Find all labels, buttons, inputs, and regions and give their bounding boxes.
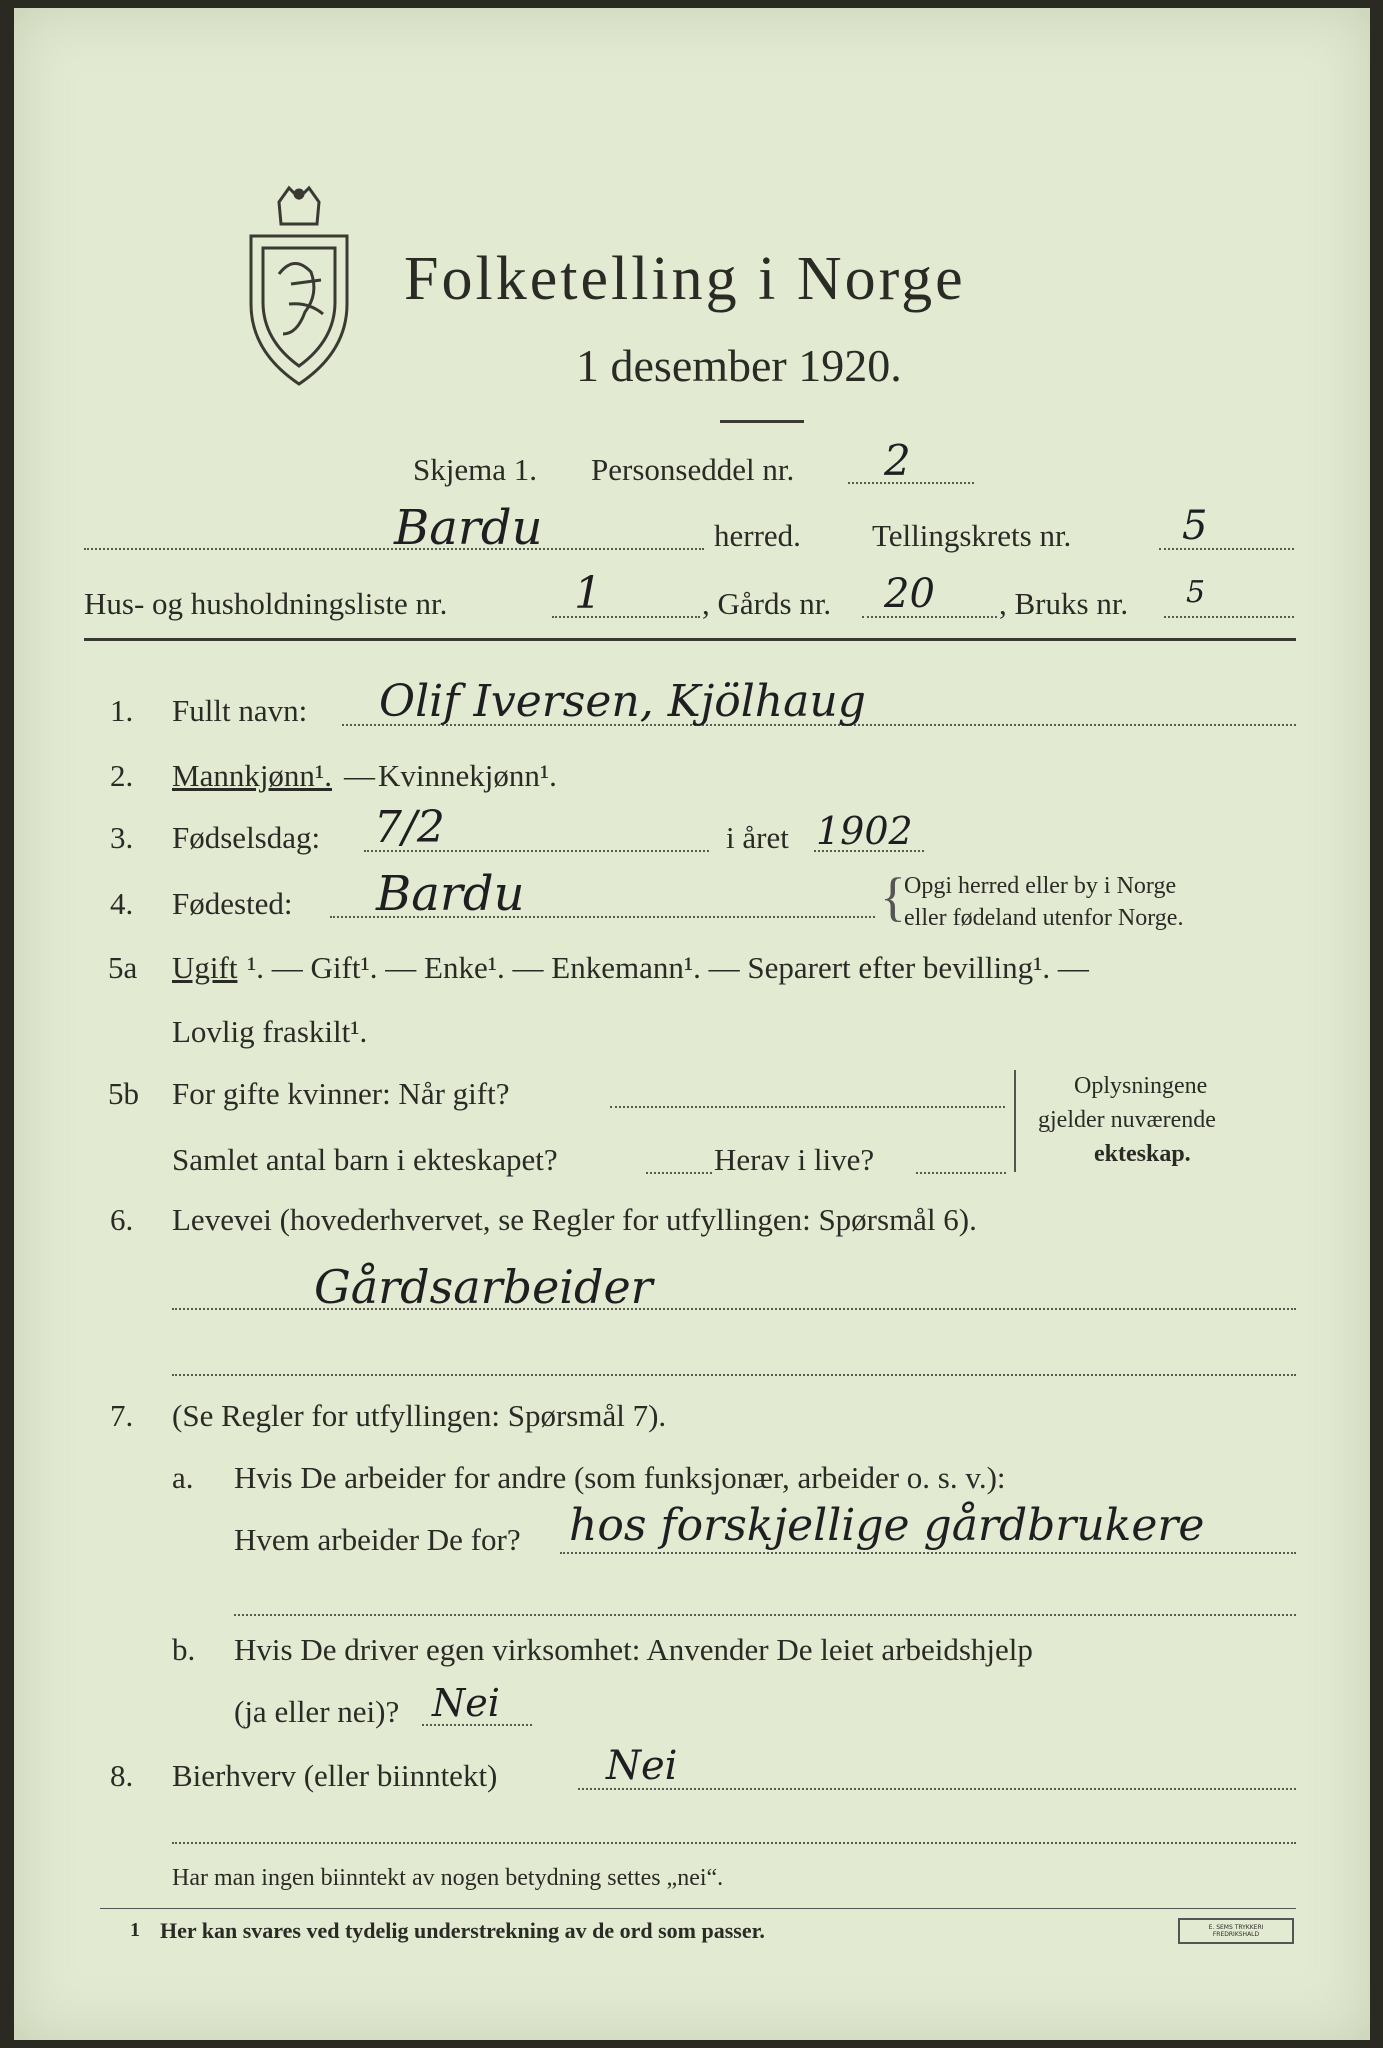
q4-value: Bardu (376, 866, 525, 922)
q5b-children-label: Samlet antal barn i ekteskapet? (172, 1142, 558, 1177)
q1-label: Fullt navn: (172, 693, 308, 728)
q7a-value: hos forskjellige gårdbrukere (569, 1500, 1205, 1551)
footer-divider (100, 1908, 1296, 1909)
form-title: Folketelling i Norge (404, 245, 966, 313)
personseddel-value: 2 (884, 436, 911, 485)
q8-number: 8. (110, 1758, 134, 1793)
q7b-text: Hvis De driver egen virksomhet: Anvender De leiet arbeidshjelp (234, 1632, 1033, 1667)
q5b-note-line3: ekteskap. (1094, 1141, 1191, 1167)
q2-separator: — (344, 758, 375, 793)
census-date: 1 desember 1920. (576, 340, 902, 391)
bruks-line (1164, 616, 1294, 618)
q5a-ugift-option: Ugift (172, 950, 238, 985)
q4-brace: { (880, 867, 906, 927)
q8-line (578, 1788, 1296, 1790)
title-divider (720, 420, 804, 423)
footnote-text: Her kan svares ved tydelig understrekning av de ord som passer. (160, 1918, 765, 1943)
q5b-note-line2: gjelder nuværende (1038, 1107, 1216, 1133)
q8-line2 (172, 1842, 1296, 1844)
q5b-married-line (610, 1106, 1005, 1108)
q7a-line (560, 1552, 1296, 1554)
q3-year-value: 1902 (816, 809, 913, 853)
q5a-fraskilt-option: Lovlig fraskilt¹. (172, 1014, 368, 1049)
q5b-note-line1: Oplysningene (1074, 1073, 1208, 1099)
q7-label: (Se Regler for utfyllingen: Spørsmål 7). (172, 1398, 667, 1433)
tellingskrets-line (1159, 548, 1294, 550)
bruks-value: 5 (1186, 575, 1206, 610)
census-form-page (14, 8, 1370, 2040)
q5b-number: 5b (108, 1076, 139, 1111)
norwegian-coat-of-arms-icon (239, 184, 359, 389)
q7a-text: Hvis De arbeider for andre (som funksjonær, arbeider o. s. v.): (234, 1460, 1006, 1495)
q8-value: Nei (606, 1743, 678, 1789)
q1-value: Olif Iversen, Kjölhaug (379, 676, 866, 727)
footer-note: Har man ingen biinntekt av nogen betydning settes „nei“. (172, 1865, 724, 1891)
q1-number: 1. (110, 693, 134, 728)
q3-number: 3. (110, 820, 134, 855)
herred-value: Bardu (394, 500, 543, 556)
q6-line1 (172, 1308, 1296, 1310)
q3-value: 7/2 (374, 802, 445, 853)
q8-label: Bierhverv (eller biinntekt) (172, 1758, 498, 1793)
header-divider (84, 638, 1296, 641)
q7b-value: Nei (432, 1681, 500, 1725)
q6-line2 (172, 1374, 1296, 1376)
q5a-number: 5a (108, 950, 138, 985)
footnote-number: 1 (130, 1919, 140, 1941)
q4-label: Fødested: (172, 886, 293, 921)
q2-number: 2. (110, 758, 134, 793)
q7a-question: Hvem arbeider De for? (234, 1522, 521, 1557)
q5b-children-line (646, 1172, 712, 1174)
gards-value: 20 (884, 571, 935, 617)
skjema-label: Skjema 1. (413, 452, 537, 487)
q5b-married-label: For gifte kvinner: Når gift? (172, 1076, 510, 1111)
q4-note-line2: eller fødeland utenfor Norge. (904, 905, 1184, 931)
printer-stamp-text: E. SEMS TRYKKERI FREDRIKSHALD (1208, 1924, 1264, 1938)
hus-value: 1 (574, 568, 602, 619)
q7a-line2 (234, 1614, 1296, 1616)
bruks-label: , Bruks nr. (999, 586, 1129, 621)
q2-female-option: Kvinnekjønn¹. (378, 758, 557, 793)
tellingskrets-value: 5 (1182, 503, 1208, 549)
q7b-question: (ja eller nei)? (234, 1694, 400, 1729)
q2-male-option: Mannkjønn¹. (172, 758, 332, 793)
q6-label: Levevei (hovederhvervet, se Regler for utfyllingen: Spørsmål 6). (172, 1202, 977, 1237)
q6-value: Gårdsarbeider (314, 1260, 653, 1314)
q7a-letter: a. (172, 1460, 194, 1495)
q5a-other-options: ¹. — Gift¹. — Enke¹. — Enkemann¹. — Separert efter bevilling¹. — (247, 950, 1089, 985)
q7-number: 7. (110, 1398, 134, 1433)
gards-label: , Gårds nr. (702, 586, 832, 621)
printer-stamp (1178, 1918, 1294, 1944)
q5b-alive-line (916, 1172, 1006, 1174)
q5b-alive-label: Herav i live? (714, 1142, 875, 1177)
q5b-note-bracket (1014, 1070, 1016, 1172)
personseddel-line (848, 482, 974, 484)
q3-year-label: i året (726, 820, 789, 855)
tellingskrets-label: Tellingskrets nr. (872, 518, 1072, 553)
q6-number: 6. (110, 1202, 134, 1237)
hus-label: Hus- og husholdningsliste nr. (84, 586, 448, 621)
personseddel-label: Personseddel nr. (591, 452, 795, 487)
herred-label: herred. (714, 518, 801, 553)
q4-note-line1: Opgi herred eller by i Norge (904, 873, 1177, 899)
q3-label: Fødselsdag: (172, 820, 321, 855)
q7b-letter: b. (172, 1632, 196, 1667)
q4-number: 4. (110, 886, 134, 921)
